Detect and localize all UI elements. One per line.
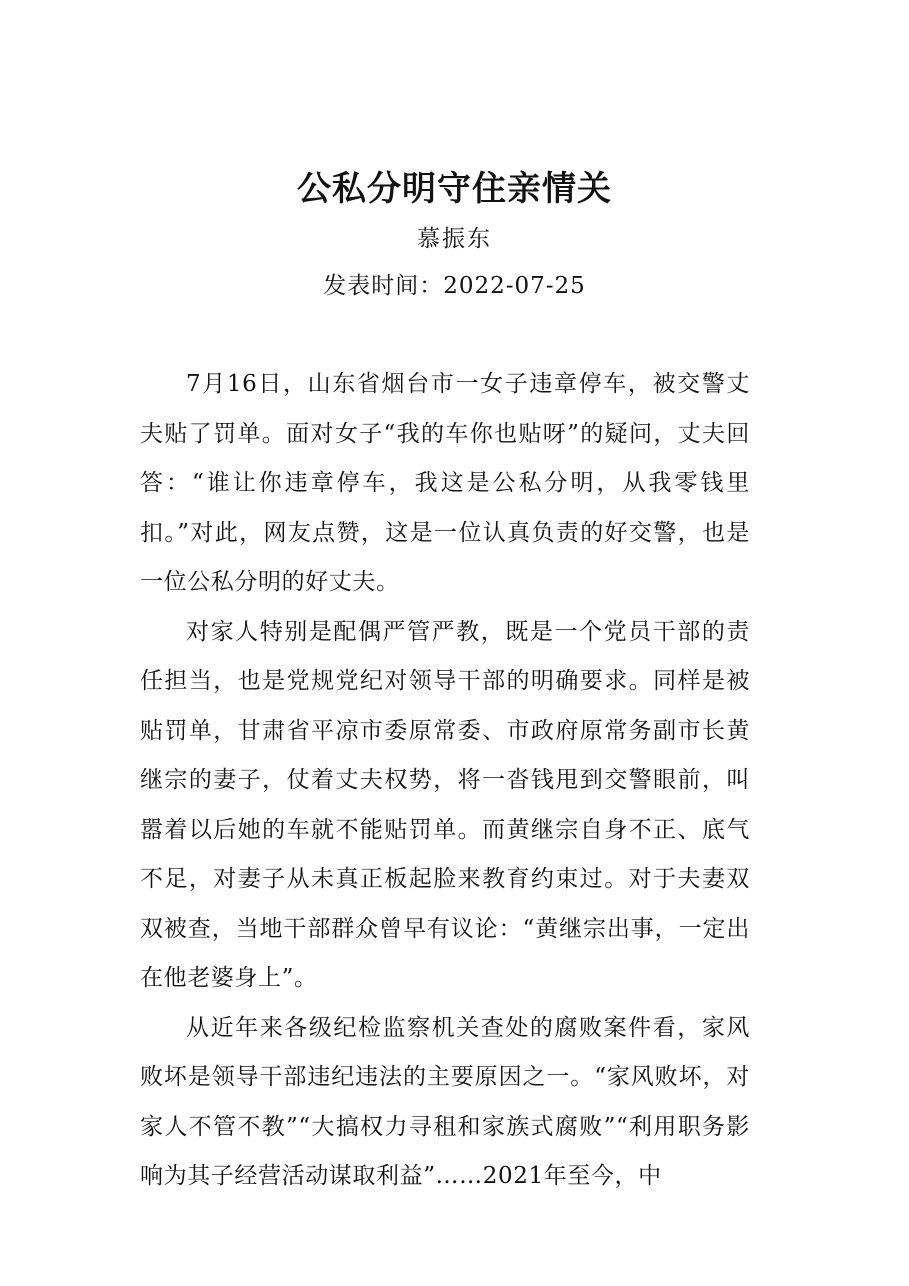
paragraph-3: 从近年来各级纪检监察机关查处的腐败案件看，家风败坏是领导干部违纪违法的主要原因之一。“家风败坏，对家人不管不教”“大搞权力寻租和家族式腐败”“利用职务影响为其子经营活动谋取利益”……2021年至今，中 (140, 1014, 750, 1189)
paragraph-2: 对家人特别是配偶严管严教，既是一个党员干部的责任担当，也是党规党纪对领导干部的明确要求。同样是被贴罚单，甘肃省平凉市委原常委、市政府原常务副市长黄继宗的妻子，仗着丈夫权势，将一沓钱甩到交警眼前，叫嚣着以后她的车就不能贴罚单。而黄继宗自身不正、底气不足，对妻子从未真正板起脸来教育约束过。对于夫妻双双被查，当地干部群众曾早有议论：“黄继宗出事，一定出在他老婆身上”。 (140, 618, 750, 991)
article-body (140, 360, 750, 1202)
publish-date: 发表时间：2022-07-25 (323, 273, 586, 299)
article-title: 公私分明守住亲情关 (297, 169, 612, 209)
paragraph-1: 7月16日，山东省烟台市一女子违章停车，被交警丈夫贴了罚单。面对女子“我的车你也贴呀”的疑问，丈夫回答：“谁让你违章停车，我这是公私分明，从我零钱里扣。”对此，网友点赞，这是一位认真负责的好交警，也是一位公私分明的好丈夫。 (140, 371, 750, 595)
article-author: 慕振东 (417, 226, 492, 252)
